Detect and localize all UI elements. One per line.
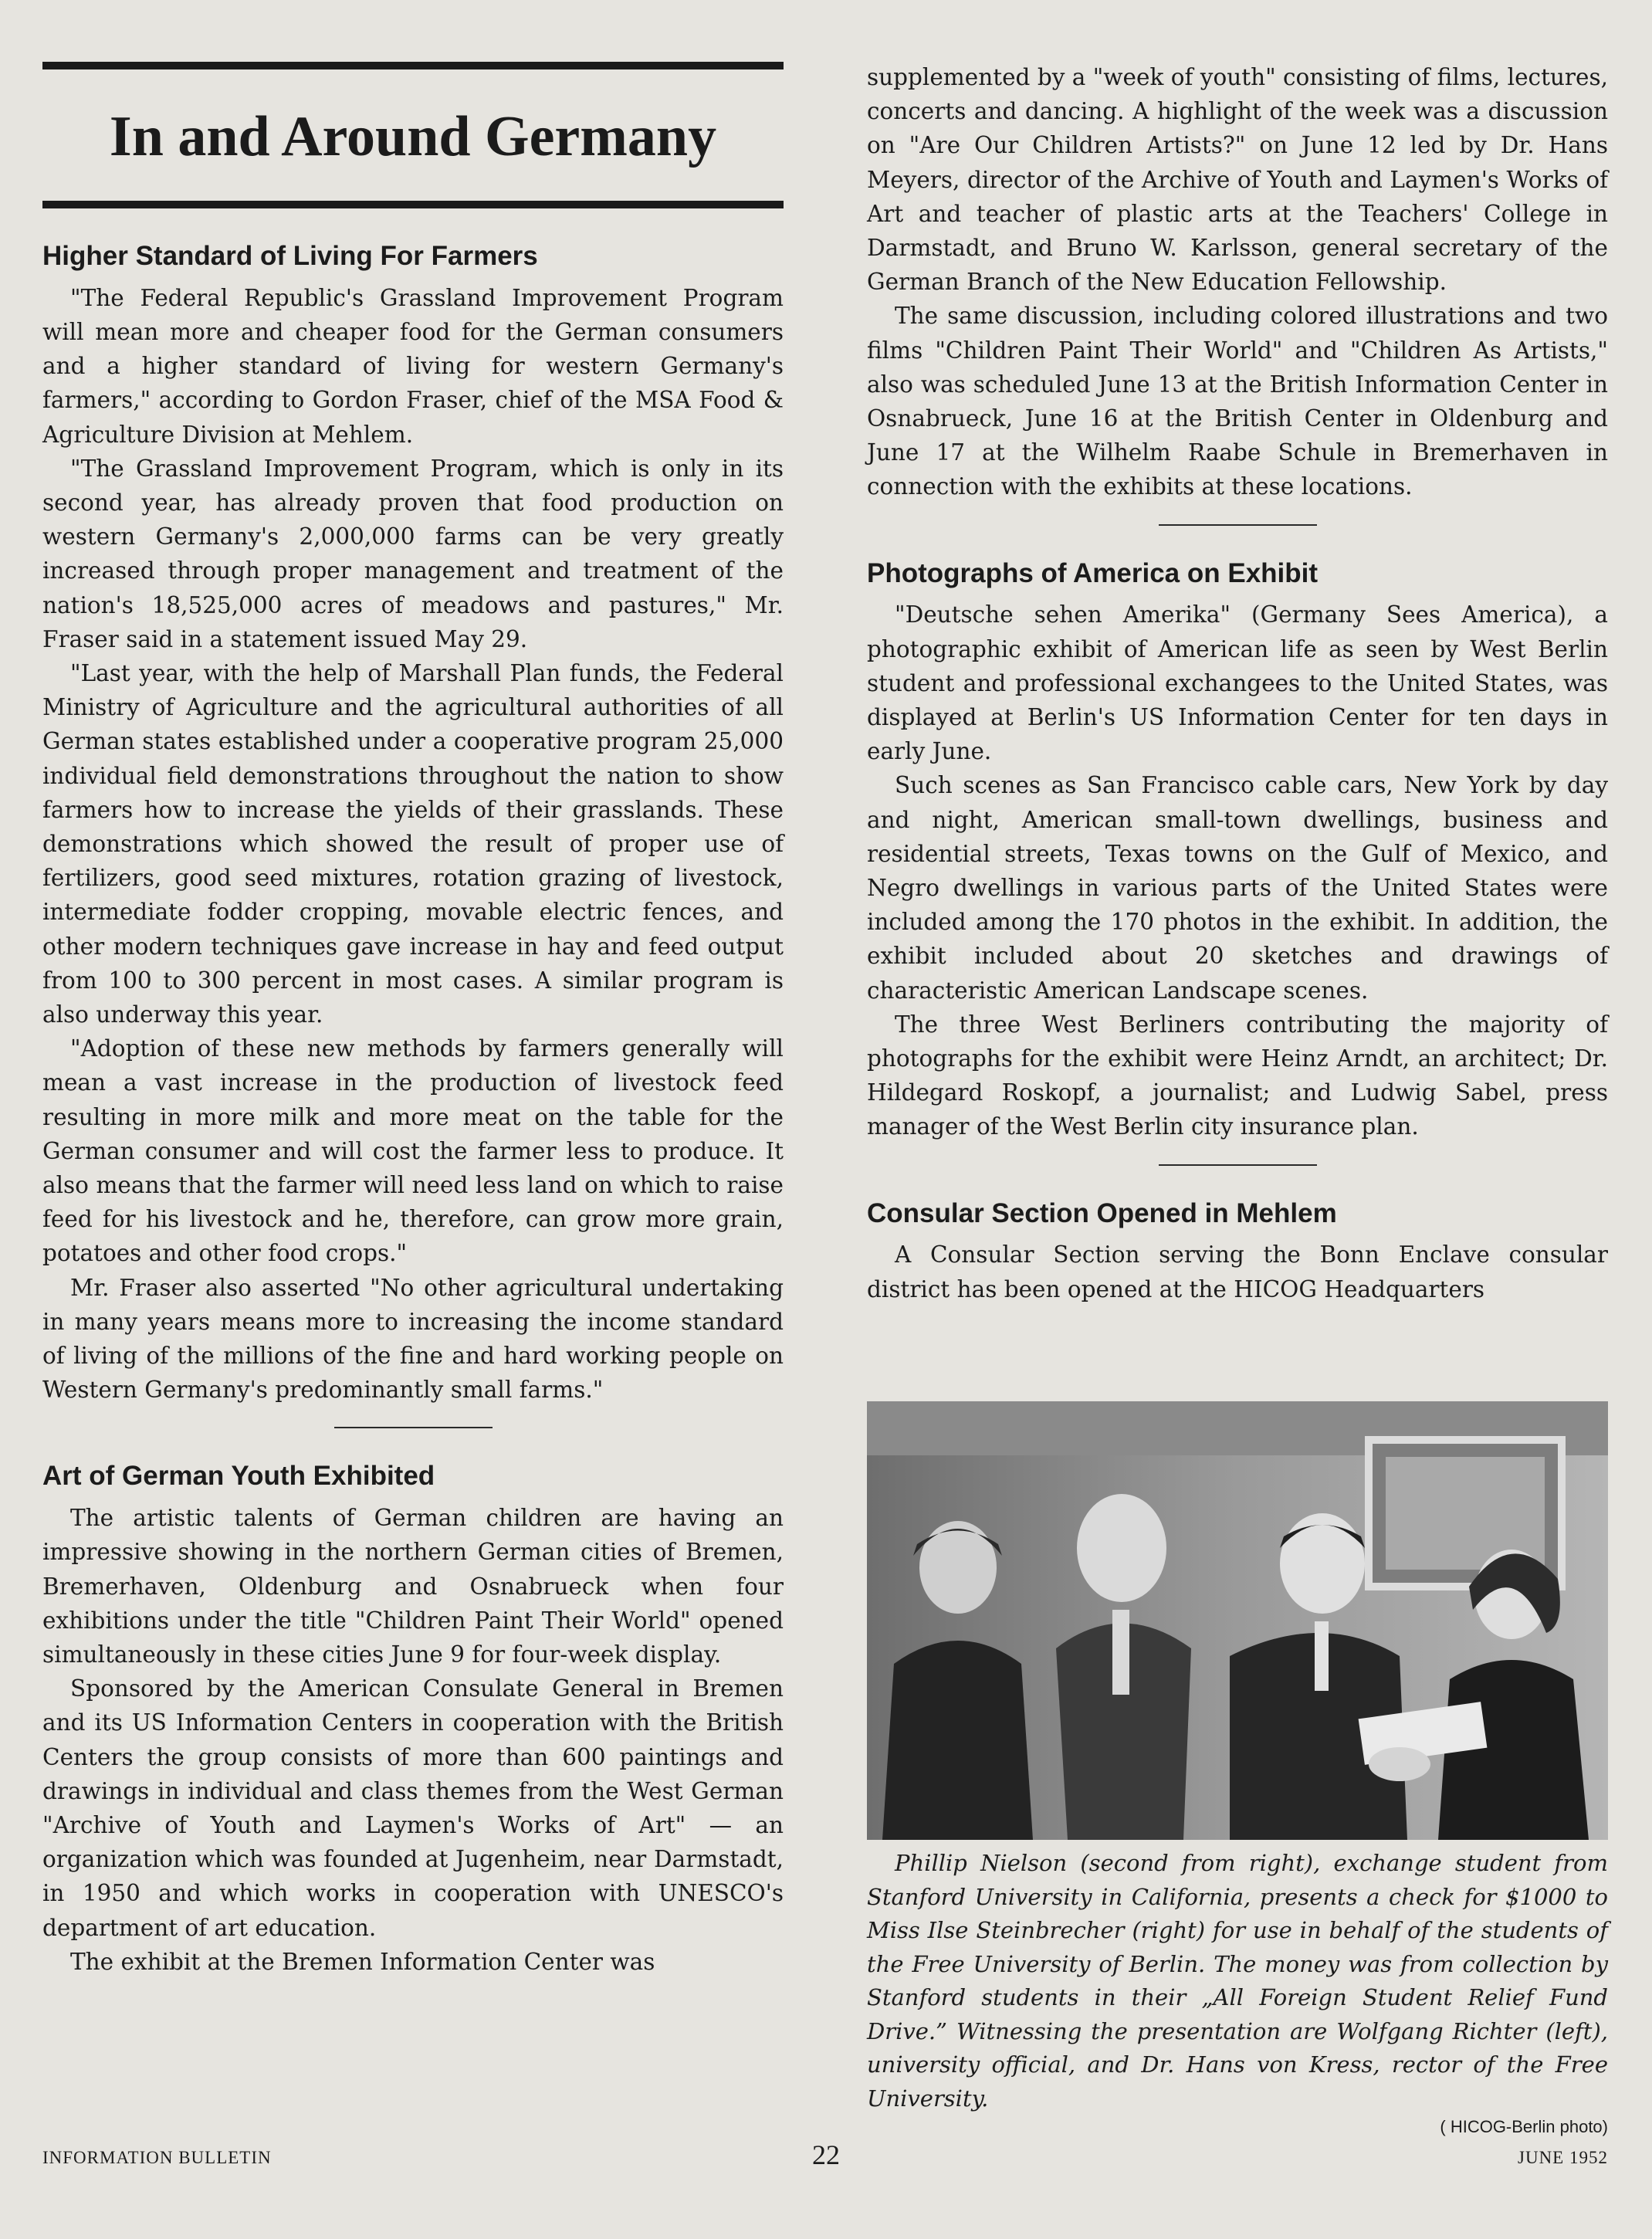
paragraph: "Deutsche sehen Amerika" (Germany Sees America), a photographic exhibit of American life as seen by West Berlin student and professional exchangees to the United States, was displayed at Berlin's US Information Center for ten days in early June. bbox=[867, 601, 1608, 765]
news-photo bbox=[867, 1401, 1608, 1840]
paragraph: The exhibit at the Bremen Information Center was bbox=[70, 1948, 655, 1975]
left-column bbox=[42, 62, 784, 1979]
article-heading: Art of German Youth Exhibited bbox=[42, 1461, 435, 1492]
paragraph: supplemented by a "week of youth" consisting of films, lectures, concerts and dancing. A highlight of the week was a discussion on "Are Our Children Artists?" on June 12 led by Dr. Hans Meyers, director of the Archive of Youth and Laymen's Works of Art and teacher of plastic arts at the Teachers' College in Darmstadt, and Bruno W. Karlsson, general secretary of the German Branch of the New Education Fellowship. bbox=[867, 64, 1608, 296]
article-consular bbox=[867, 1197, 1608, 1306]
article-heading: Photographs of America on Exhibit bbox=[867, 557, 1319, 588]
paragraph: The same discussion, including colored illustrations and two films "Children Paint Their World" and "Children As Artists," also was scheduled June 13 at the British Information Center in Osnabrueck, June 16 at the British Center in Oldenburg and June 17 at the Wilhelm Raabe Schule in Bremerhaven in connection with the exhibits at these locations. bbox=[867, 303, 1608, 500]
paragraph: A Consular Section serving the Bonn Enclave consular district has been opened at the HICOG Headquarters bbox=[867, 1241, 1608, 1302]
article-youth bbox=[42, 1459, 784, 1979]
paragraph: "Adoption of these new methods by farmers generally will mean a vast increase in the production of livestock feed resulting in more milk and more meat on the table for the German consumer and will cost the farmer less to produce. It also means that the farmer will need less land on which to raise feed for his livestock and he, therefore, can grow more grain, potatoes and other food crops." bbox=[42, 1035, 784, 1267]
footer-issue-date: JUNE 1952 bbox=[1518, 2148, 1608, 2167]
article-photographs bbox=[867, 557, 1608, 1144]
photo-credit: ( HICOG-Berlin photo) bbox=[1440, 2117, 1608, 2136]
photo-caption bbox=[867, 1847, 1608, 2137]
paragraph: Sponsored by the American Consulate General in Bremen and its US Information Centers in cooperation with the British Centers the group consists of more than 600 paintings and drawings in individual and class themes from the West German "Archive of Youth and Laymen's Works of Art" — an organization which was founded at Jugenheim, near Darmstadt, in 1950 and which works in cooperation with UNESCO's department of art education. bbox=[42, 1675, 784, 1941]
article-farmers bbox=[42, 239, 784, 1407]
paragraph: Such scenes as San Francisco cable cars, New York by day and night, American small-town dwellings, business and residential streets, Texas towns on the Gulf of Mexico, and Negro dwellings in various parts of the United States were included among the 170 photos in the exhibit. In addition, the exhibit included about 20 sketches and drawings of characteristic American Landscape scenes. bbox=[867, 772, 1608, 1004]
masthead-bottom-rule bbox=[42, 201, 784, 208]
paragraph: The artistic talents of German children are having an impressive showing in the northern German cities of Bremen, Bremerhaven, Oldenburg and Osnabrueck when four exhibitions under the title "Children Paint Their World" opened simultaneously in these cities June 9 for four-week display. bbox=[42, 1505, 784, 1668]
section-title: In and Around Germany bbox=[109, 105, 717, 168]
caption-text: Phillip Nielson (second from right), exchange student from Stanford University in California, presents a check for $1000 to Miss Ilse Steinbrecher (right) for use in behalf of the students of the Free University of Berlin. The money was from collection by Stanford students in their „All Foreign Student Relief Fund Drive.” Witnessing the presentation are Wolfgang Richter (left), university official, and Dr. Hans von Kress, rector of the Free University. bbox=[867, 1850, 1608, 2112]
section-separator bbox=[1159, 524, 1317, 526]
section-separator bbox=[1159, 1164, 1317, 1166]
paragraph: The three West Berliners contributing the majority of photographs for the exhibit were Heinz Arndt, an architect; Dr. Hildegard Roskopf, a journalist; and Ludwig Sabel, press manager of the West Berlin city insurance plan. bbox=[867, 1011, 1608, 1140]
paragraph: "The Federal Republic's Grassland Improvement Program will mean more and cheaper food for the German consumers and a higher standard of living for western Germany's farmers," according to Gordon Fraser, chief of the MSA Food & Agriculture Division at Mehlem. bbox=[42, 284, 784, 448]
footer-publication: INFORMATION BULLETIN bbox=[42, 2148, 272, 2167]
article-heading: Higher Standard of Living For Farmers bbox=[42, 241, 538, 271]
masthead-top-rule bbox=[42, 62, 784, 69]
section-separator bbox=[334, 1427, 493, 1428]
photo-illustration bbox=[867, 1401, 1608, 1840]
paragraph: Mr. Fraser also asserted "No other agricultural undertaking in many years means more to increasing the income standard of living of the millions of the fine and hard working people on Western Germany's predominantly small farms." bbox=[42, 1274, 784, 1404]
paragraph: "The Grassland Improvement Program, which is only in its second year, has already proven that food production on western Germany's 2,000,000 farms can be very greatly increased through proper management and treatment of the nation's 18,525,000 acres of meadows and pastures," Mr. Fraser said in a statement issued May 29. bbox=[42, 455, 784, 652]
paragraph: "Last year, with the help of Marshall Plan funds, the Federal Ministry of Agriculture and the agricultural authorities of all German states established under a cooperative program 25,000 individual field demonstrations throughout the nation to show farmers how to increase the yields of their grasslands. These demonstrations which showed the result of proper use of fertilizers, good seed mixtures, rotation grazing of livestock, intermediate fodder cropping, movable electric fences, and other modern techniques gave increase in hay and feed output from 100 to 300 percent in most cases. A similar program is also underway this year. bbox=[42, 659, 784, 1028]
article-heading: Consular Section Opened in Mehlem bbox=[867, 1197, 1337, 1228]
article-youth-continued bbox=[867, 60, 1608, 504]
right-column bbox=[867, 60, 1608, 1306]
footer-page-number: 22 bbox=[812, 2139, 840, 2170]
